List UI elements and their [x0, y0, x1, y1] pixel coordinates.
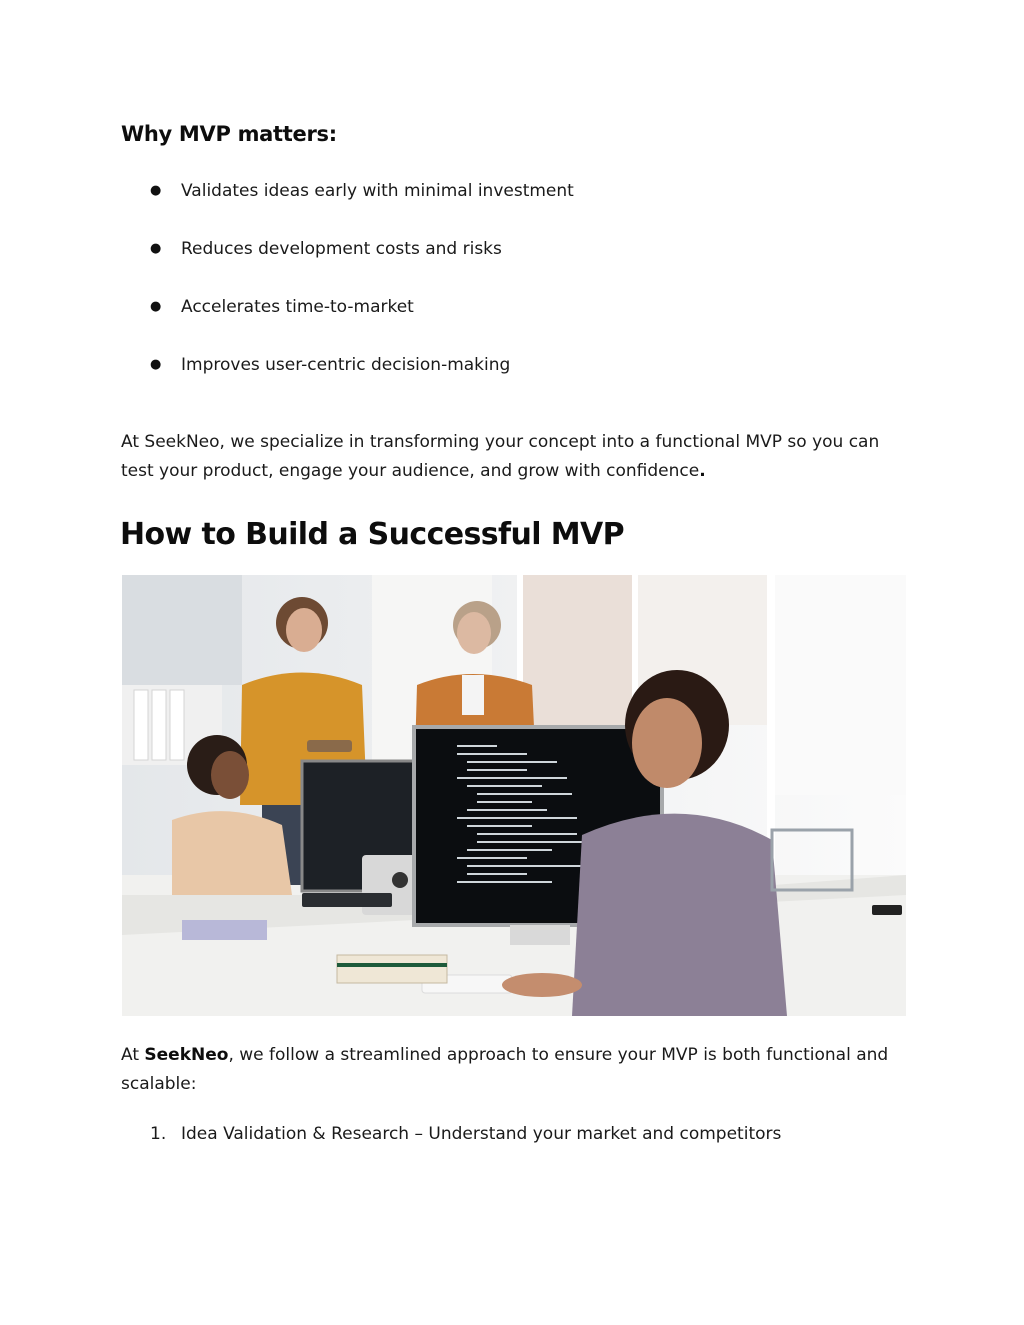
- list-item: [0, 236, 1024, 294]
- intro-end-mark: .: [699, 461, 706, 481]
- lead-paragraph: [121, 1041, 911, 1099]
- bullet-icon: ●: [150, 357, 162, 372]
- bullet-icon: ●: [150, 299, 162, 314]
- intro-text: At SeekNeo, we specialize in transforming your concept into a functional MVP so you can test your product, engage your audience, and grow with confidence: [121, 432, 880, 481]
- list-item-text: Reduces development costs and risks: [181, 239, 502, 259]
- list-item-text: Validates ideas early with minimal investment: [181, 181, 574, 201]
- bullet-icon: ●: [150, 183, 162, 198]
- step-number: 1.: [150, 1124, 167, 1144]
- intro-paragraph: [121, 428, 911, 486]
- step-text: Idea Validation & Research – Understand your market and competitors: [181, 1124, 782, 1144]
- benefits-list: [0, 178, 1024, 410]
- office-team-photo: [122, 575, 906, 1016]
- bullet-icon: ●: [150, 241, 162, 256]
- section-subheading: Why MVP matters:: [121, 122, 337, 146]
- lead-prefix: At: [121, 1045, 145, 1065]
- list-item-text: Improves user-centric decision-making: [181, 355, 511, 375]
- list-item: [0, 178, 1024, 236]
- brand-name: SeekNeo: [144, 1045, 229, 1065]
- steps-list: [0, 1120, 1024, 1150]
- list-item: [0, 1120, 1024, 1150]
- list-item: [0, 352, 1024, 410]
- list-item-text: Accelerates time-to-market: [181, 297, 414, 317]
- section-heading: How to Build a Successful MVP: [120, 517, 625, 552]
- list-item: [0, 294, 1024, 352]
- lead-rest: , we follow a streamlined approach to ensure your MVP is both functional and scalable:: [121, 1045, 889, 1094]
